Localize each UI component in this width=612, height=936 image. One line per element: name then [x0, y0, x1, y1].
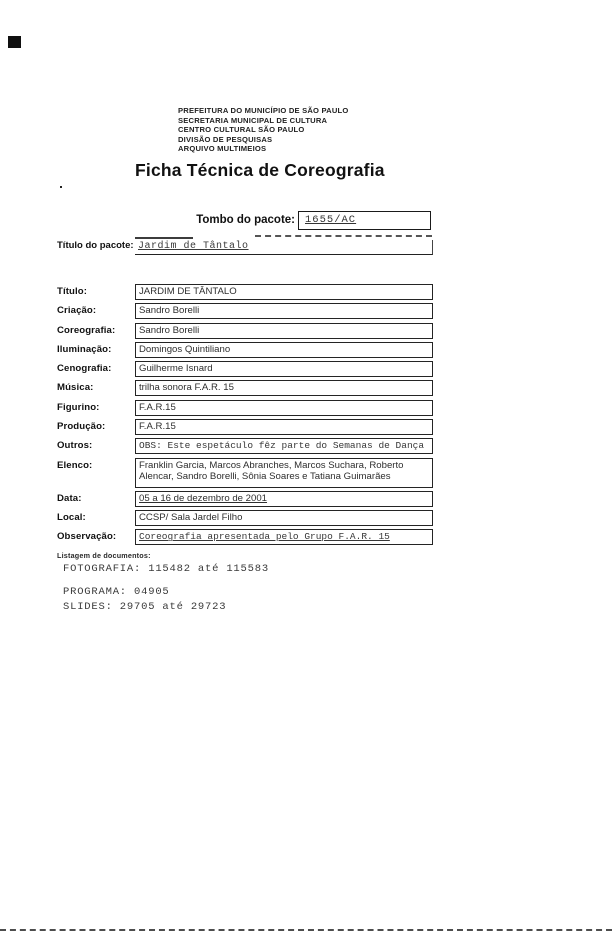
field-label: Música:	[57, 382, 94, 394]
tombo-label: Tombo do pacote:	[196, 214, 295, 226]
field-value-box: Domingos Quintiliano	[135, 342, 433, 358]
field-value-box: F.A.R.15	[135, 419, 433, 435]
letterhead	[178, 106, 348, 154]
field-label: Data:	[57, 492, 82, 504]
document-list-item: PROGRAMA: 04905	[63, 586, 170, 598]
field-label: Produção:	[57, 421, 106, 433]
form-field-row	[57, 302, 437, 321]
field-value-box: Guilherme Isnard	[135, 361, 433, 377]
field-value-box: Franklin Garcia, Marcos Abranches, Marcos Suchara, Roberto Alencar, Sandro Borelli, Sônia Soares e Tatiana Guimarães	[135, 458, 433, 488]
field-value-box: Sandro Borelli	[135, 323, 433, 339]
letterhead-line: ARQUIVO MULTIMEIOS	[178, 144, 267, 154]
page-title: Ficha Técnica de Coreografia	[135, 160, 385, 180]
scan-bottom-edge-artifact	[0, 929, 612, 931]
field-label: Local:	[57, 511, 86, 523]
field-label: Figurino:	[57, 401, 100, 413]
form-field-row	[57, 322, 437, 341]
field-value-box: trilha sonora F.A.R. 15	[135, 380, 433, 396]
form-field-row	[57, 283, 437, 302]
form-field-row	[57, 418, 437, 437]
titulo-pacote-label: Título do pacote:	[57, 240, 134, 251]
field-label: Outros:	[57, 440, 93, 452]
form-field-row	[57, 437, 437, 456]
tombo-value: 1655/AC	[305, 214, 357, 226]
document-list-item: SLIDES: 29705 até 29723	[63, 601, 227, 613]
form-field-row	[57, 509, 437, 528]
form-field-row	[57, 490, 437, 509]
field-value-box: 05 a 16 de dezembro de 2001	[135, 491, 433, 507]
form-field-row	[57, 379, 437, 398]
field-value-box: F.A.R.15	[135, 400, 433, 416]
scan-dot-artifact	[60, 186, 62, 188]
form-field-row	[57, 399, 437, 418]
field-value-box: OBS: Este espetáculo fêz parte do Semanas de Dança	[135, 438, 433, 454]
form-field-row	[57, 341, 437, 360]
scan-corner-artifact	[8, 36, 21, 48]
field-label: Criação:	[57, 305, 97, 317]
field-value-box: CCSP/ Sala Jardel Filho	[135, 510, 433, 526]
field-label: Elenco:	[57, 459, 93, 471]
letterhead-line: DIVISÃO DE PESQUISAS	[178, 134, 273, 144]
titulo-pacote-value: Jardim de Tântalo	[138, 241, 249, 252]
form-field-row	[57, 457, 437, 490]
documents-list	[63, 563, 269, 624]
dashed-line-artifact	[255, 235, 432, 237]
line-artifact	[135, 237, 193, 239]
field-label: Coreografia:	[57, 324, 116, 336]
tombo-field-box	[298, 211, 431, 230]
field-label: Título:	[57, 286, 88, 297]
field-value-box: JARDIM DE TÂNTALO	[135, 284, 433, 300]
field-value-box: Sandro Borelli	[135, 303, 433, 319]
letterhead-line: SECRETARIA MUNICIPAL DE CULTURA	[178, 115, 328, 125]
document-list-item: FOTOGRAFIA: 115482 até 115583	[63, 563, 269, 575]
fields-list	[57, 283, 437, 548]
field-value-box: Coreografia apresentada pelo Grupo F.A.R. 15	[135, 529, 433, 545]
field-label: Observação:	[57, 531, 117, 543]
documents-heading: Listagem de documentos:	[57, 551, 151, 560]
field-label: Cenografia:	[57, 363, 112, 375]
form-field-row	[57, 360, 437, 379]
letterhead-line: CENTRO CULTURAL SÃO PAULO	[178, 125, 305, 135]
letterhead-line: PREFEITURA DO MUNICÍPIO DE SÃO PAULO	[178, 106, 349, 115]
field-label: Iluminação:	[57, 343, 112, 355]
form-field-row	[57, 528, 437, 547]
